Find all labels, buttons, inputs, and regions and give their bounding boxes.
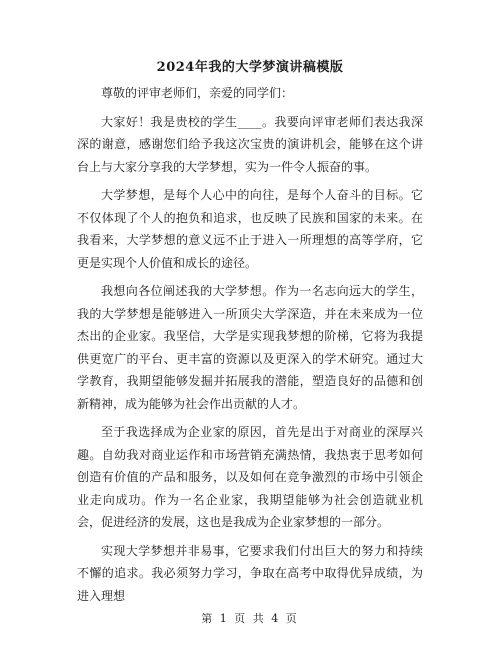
paragraph-4: 至于我选择成为企业家的原因，首先是出于对商业的深厚兴趣。自幼我对商业运作和市场营销充满热情，我热衷于思考如何创造有价值的产品和服务，以及如何在竞争激烈的市场中引领企业走向成功。作为一名企业家，我期望能够为社会创造就业机会，促进经济的发展，这也是我成为企业家梦想的一部分。 [77,425,423,529]
document-body [77,82,423,613]
document-title: 2024年我的大学梦演讲稿模版 [156,60,344,75]
salutation: 尊敬的评审老师们，亲爱的同学们： [101,86,294,100]
paragraph-5: 实现大学梦想并非易事，它要求我们付出巨大的努力和持续不懈的追求。我必须努力学习，争取在高考中取得优异成绩，为进入理想 [77,543,423,603]
paragraph-1: 大家好！我是贵校的学生____。我要向评审老师们表达我深深的谢意，感谢您们给予我这次宝贵的演讲机会，能够在这个讲台上与大家分享我的大学梦想，实为一件令人振奋的事。 [77,114,423,174]
page-footer: 第 1 页 共 4 页 [201,612,299,625]
paragraph-3: 我想向各位阐述我的大学梦想。作为一名志向远大的学生，我的大学梦想是能够进入一所顶尖大学深造，并在未来成为一位杰出的企业家。我坚信，大学是实现我梦想的阶梯，它将为我提供更宽广的平台、更丰富的资源以及更深入的学术研究。通过大学教育，我期望能够发掘并拓展我的潜能，塑造良好的品德和创新精神，成为能够为社会作出贡献的人才。 [77,284,423,411]
paragraph-2: 大学梦想，是每个人心中的向往，是每个人奋斗的目标。它不仅体现了个人的抱负和追求，也反映了民族和国家的未来。在我看来，大学梦想的意义远不止于进入一所理想的高等学府，它更是实现个人价值和成长的途径。 [77,188,423,270]
